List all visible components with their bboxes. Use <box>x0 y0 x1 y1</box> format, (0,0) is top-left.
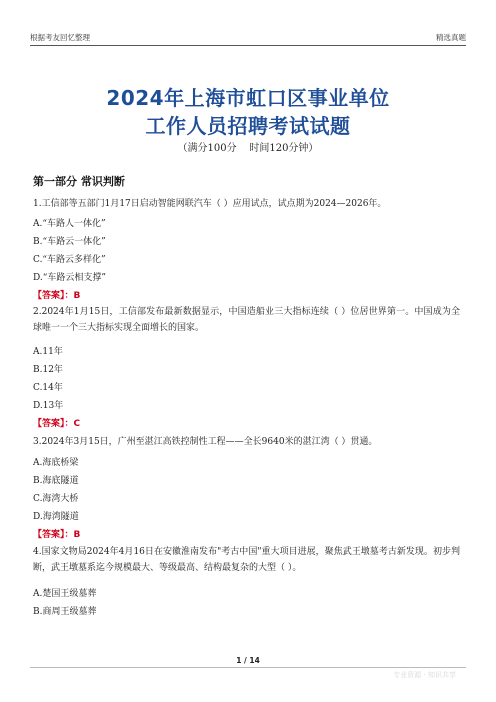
title-line-1: 2024年上海市虹口区事业单位 <box>106 86 390 110</box>
page-header <box>30 30 466 44</box>
watermark-text: 专业资源 · 知识共享 <box>393 671 456 679</box>
question-3-option-d: D.海湾隧道 <box>33 512 79 522</box>
question-2-option-a: A.11年 <box>33 347 63 357</box>
footer-divider <box>30 667 466 668</box>
section-heading: 第一部分 常识判断 <box>33 175 125 188</box>
question-1-option-d: D.“车路云相支撑” <box>33 273 106 283</box>
header-left-text: 根据考友回忆整理 <box>30 33 90 42</box>
question-1-text: 1.工信部等五部门1月17日启动智能网联汽车（ ）应用试点，试点期为2024—2026年。 <box>33 199 387 209</box>
question-1-answer: 【答案】：B <box>33 291 81 301</box>
question-3-option-c: C.海湾大桥 <box>33 494 79 504</box>
question-3-option-a: A.海底桥梁 <box>33 458 79 468</box>
question-3-text: 3.2024年3月15日，广州至湛江高铁控制性工程——全长9640米的湛江湾（ ）贯通。 <box>33 437 378 447</box>
question-3-answer: 【答案】：B <box>33 530 81 540</box>
header-right-text: 精选真题 <box>436 33 466 42</box>
question-1-option-a: A.“车路人一体化” <box>33 219 106 229</box>
page-number: 1 / 14 <box>236 656 260 665</box>
question-4-option-a: A.楚国王级墓葬 <box>33 589 97 599</box>
question-2-option-b: B.12年 <box>33 365 63 375</box>
question-3-option-b: B.海底隧道 <box>33 476 79 486</box>
title-line-2: 工作人员招聘考试试题 <box>145 114 351 138</box>
question-2-option-c: C.14年 <box>33 383 63 393</box>
question-4-text: 4.国家文物局2024年4月16日在安徽淮南发布"考古中国"重大项目进展，聚焦武王墩墓考古新发现。初步判断，武王墩墓系迄今规模最大、等级最高、结构最复杂的大型（ ）。 <box>33 547 460 573</box>
question-2-text: 2.2024年1月15日，工信部发布最新数据显示，中国造船业三大指标连续（ ）位居世界第一。中国成为全球唯一一个三大指标实现全面增长的国家。 <box>33 307 460 333</box>
question-2-answer: 【答案】：C <box>33 419 81 429</box>
question-2-option-d: D.13年 <box>33 401 64 411</box>
header-divider <box>30 45 466 46</box>
question-1-option-c: C.“车路云多样化” <box>33 255 106 265</box>
question-4-option-b: B.商周王级墓葬 <box>33 607 97 617</box>
exam-subtitle: （满分100分 时间120分钟） <box>177 143 319 154</box>
question-1-option-b: B.“车路云一体化” <box>33 237 106 247</box>
